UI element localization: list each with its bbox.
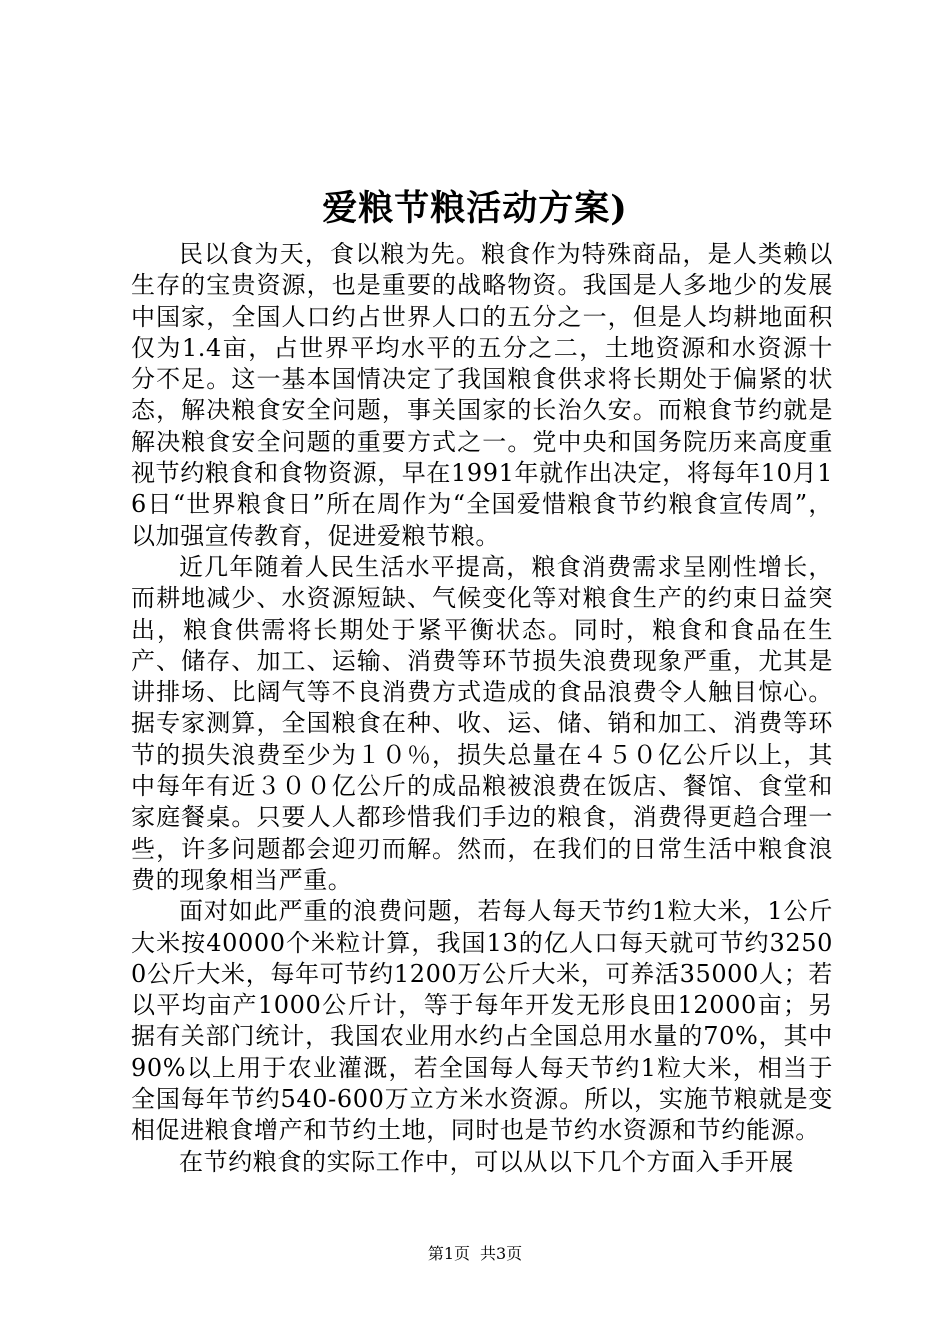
- paragraph-1: 民以食为天，食以粮为先。粮食作为特殊商品，是人类赖以生存的宝贵资源，也是重要的战略物资。我国是人多地少的发展中国家，全国人口约占世界人口的五分之一，但是人均耕地面积仅为1.4亩，占世界平均水平的五分之二，土地资源和水资源十分不足。这一基本国情决定了我国粮食供求将长期处于偏紧的状态，解决粮食安全问题，事关国家的长治久安。而粮食节约就是解决粮食安全问题的重要方式之一。党中央和国务院历来高度重视节约粮食和食物资源，早在1991年就作出决定，将每年10月16日“世界粮食日”所在周作为“全国爱惜粮食节约粮食宣传周”，以加强宣传教育，促进爱粮节粮。: [131, 240, 833, 550]
- page-total: 共3页: [480, 1244, 523, 1263]
- paragraph-2: 近几年随着人民生活水平提高，粮食消费需求呈刚性增长，而耕地减少、水资源短缺、气候变化等对粮食生产的约束日益突出，粮食供需将长期处于紧平衡状态。同时，粮食和食品在生产、储存、加工、运输、消费等环节损失浪费现象严重，尤其是讲排场、比阔气等不良消费方式造成的食品浪费令人触目惊心。据专家测算，全国粮食在种、收、运、储、销和加工、消费等环节的损失浪费至少为１０％，损失总量在４５０亿公斤以上，其中每年有近３００亿公斤的成品粮被浪费在饭店、餐馆、食堂和家庭餐桌。只要人人都珍惜我们手边的粮食，消费得更趋合理一些，许多问题都会迎刃而解。然而，在我们的日常生活中粮食浪费的现象相当严重。: [131, 552, 833, 894]
- paragraph-3: 面对如此严重的浪费问题，若每人每天节约1粒大米，1公斤大米按40000个米粒计算，我国13的亿人口每天就可节约32500公斤大米，每年可节约1200万公斤大米，可养活35000人；若以平均亩产1000公斤计，等于每年开发无形良田12000亩；另据有关部门统计，我国农业用水约占全国总用水量的70%，其中90%以上用于农业灌溉，若全国每人每天节约1粒大米，相当于全国每年节约540-600万立方米水资源。所以，实施节粮就是变相促进粮食增产和节约土地，同时也是节约水资源和节约能源。: [131, 897, 833, 1145]
- document-title: 爱粮节粮活动方案): [322, 188, 628, 229]
- page-number: 第1页: [427, 1244, 470, 1263]
- page-footer: [0, 1244, 950, 1264]
- document-body: [131, 239, 833, 1178]
- paragraph-4: 在节约粮食的实际工作中，可以从以下几个方面入手开展: [179, 1147, 794, 1176]
